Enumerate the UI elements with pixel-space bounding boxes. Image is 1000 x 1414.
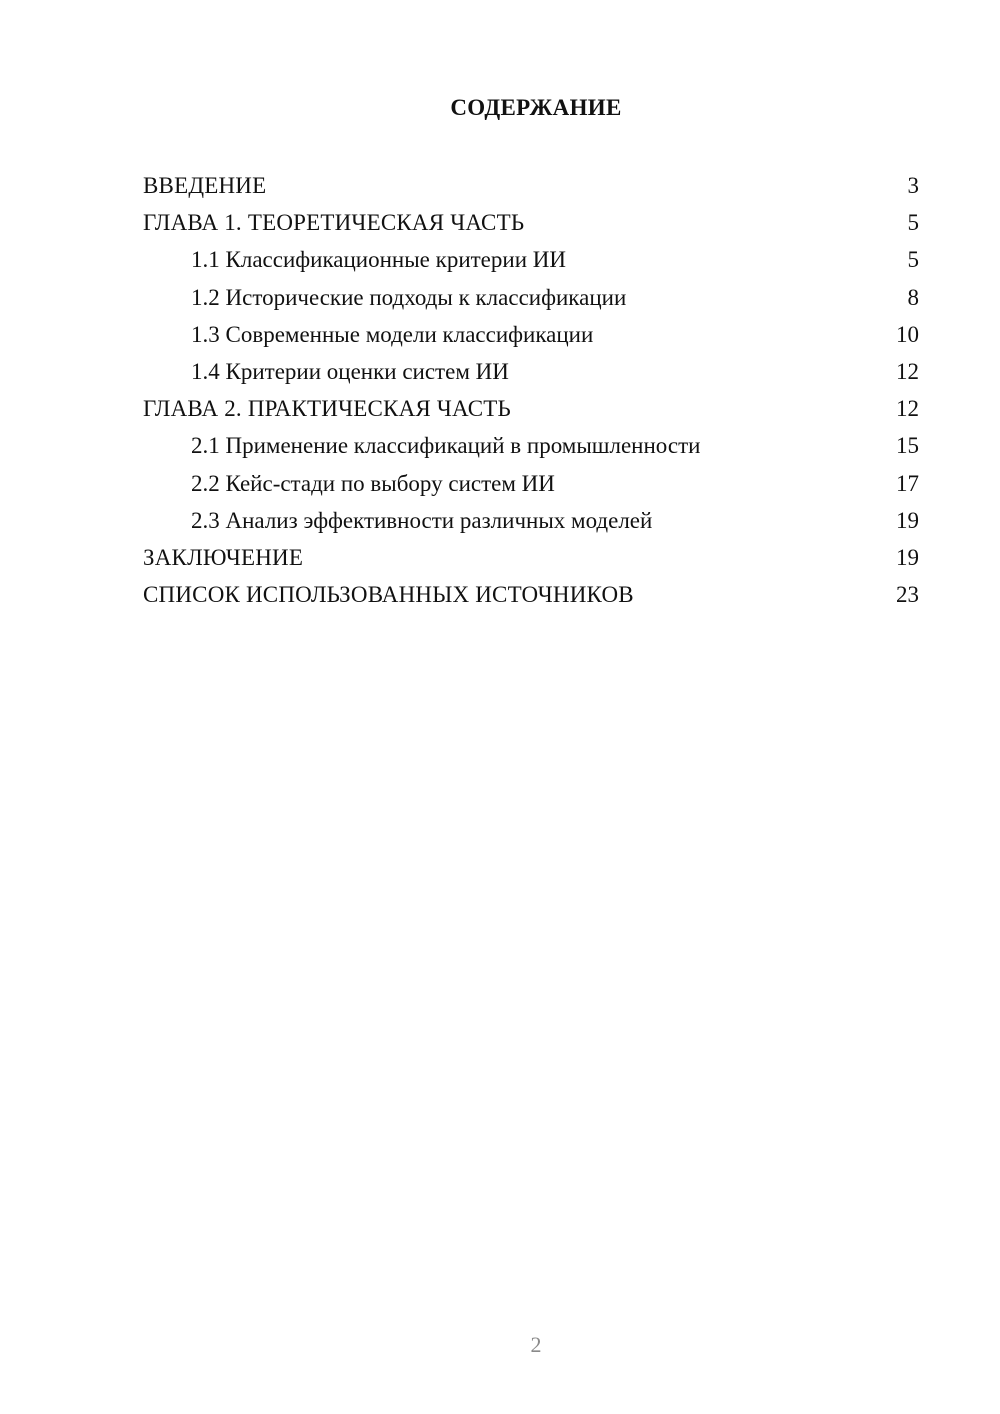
toc-entry-page: 5 <box>907 247 919 273</box>
toc-entry-page: 8 <box>907 284 919 310</box>
toc-entry-page: 5 <box>907 210 919 236</box>
toc-entry-label: ГЛАВА 1. ТЕОРЕТИЧЕСКАЯ ЧАСТЬ <box>143 210 525 236</box>
toc-entry-section-2-3[interactable] <box>143 502 919 539</box>
toc-entry-label: ГЛАВА 2. ПРАКТИЧЕСКАЯ ЧАСТЬ <box>143 396 511 422</box>
toc-entry-label: ВВЕДЕНИЕ <box>143 173 267 198</box>
toc-entry-page: 12 <box>896 358 919 384</box>
toc-entry-page: 12 <box>896 396 919 422</box>
toc-entry-section-1-4[interactable] <box>143 353 919 390</box>
toc-entry-label: СПИСОК ИСПОЛЬЗОВАННЫХ ИСТОЧНИКОВ <box>143 582 634 608</box>
toc-entry-section-1-3[interactable] <box>143 316 919 353</box>
toc-entry-label: 2.2 Кейс-стади по выбору систем ИИ <box>191 470 555 496</box>
toc-entry-page: 17 <box>896 470 919 496</box>
toc-entry-label: 2.3 Анализ эффективности различных моделей <box>191 507 653 533</box>
toc-entry-page: 23 <box>896 582 919 608</box>
toc-entry-label: 1.4 Критерии оценки систем ИИ <box>191 358 509 384</box>
toc-entry-label: 2.1 Применение классификаций в промышленности <box>191 433 701 459</box>
toc-entry-conclusion[interactable] <box>143 539 919 576</box>
toc-entry-chapter-2[interactable] <box>143 390 919 427</box>
page-title: СОДЕРЖАНИЕ <box>450 95 622 120</box>
toc-entry-label: ЗАКЛЮЧЕНИЕ <box>143 544 304 570</box>
toc-entry-section-2-2[interactable] <box>143 465 919 502</box>
toc-entry-chapter-1[interactable] <box>143 204 919 241</box>
page-number: 2 <box>530 1332 542 1357</box>
toc-entry-page: 19 <box>896 544 919 570</box>
toc-entry-section-2-1[interactable] <box>143 427 919 464</box>
toc-entry-page: 3 <box>907 173 919 198</box>
toc-entry-page: 10 <box>896 321 919 347</box>
toc-entry-label: 1.2 Исторические подходы к классификации <box>191 284 627 310</box>
toc-entry-section-1-2[interactable] <box>143 279 919 316</box>
toc-entry-references[interactable] <box>143 576 919 613</box>
toc-entry-introduction[interactable] <box>143 167 919 204</box>
toc-entry-page: 15 <box>896 433 919 459</box>
toc-entry-label: 1.1 Классификационные критерии ИИ <box>191 247 566 273</box>
toc-entry-page: 19 <box>896 507 919 533</box>
toc-entry-label: 1.3 Современные модели классификации <box>191 321 594 347</box>
table-of-contents <box>143 167 919 613</box>
toc-entry-section-1-1[interactable] <box>143 241 919 278</box>
